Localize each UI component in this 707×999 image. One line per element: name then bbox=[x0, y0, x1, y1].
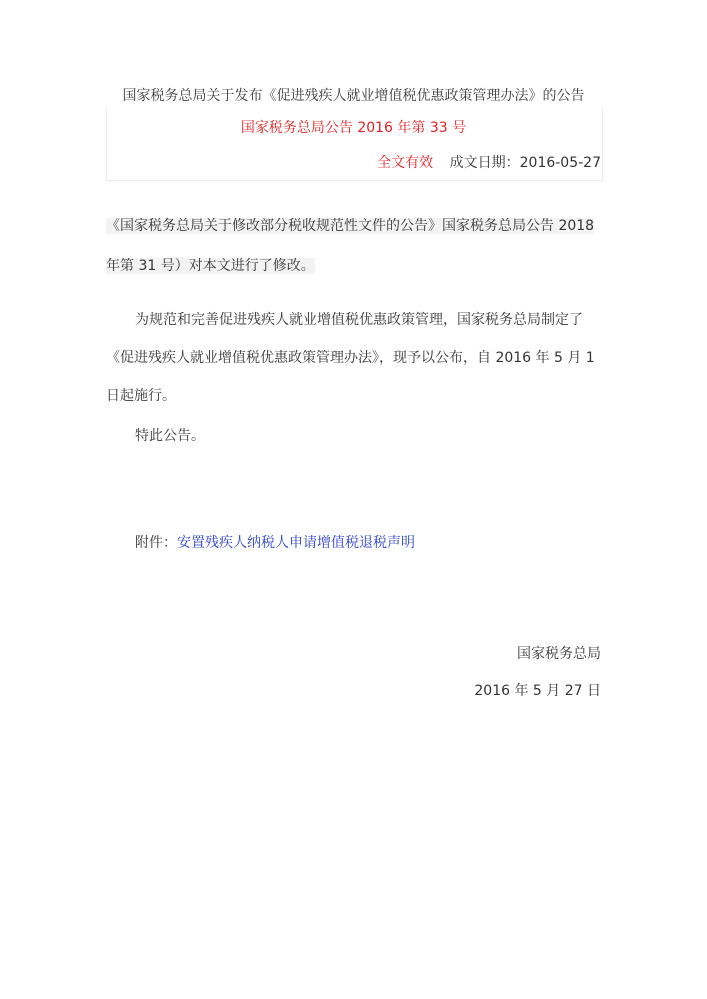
body-paragraph-line3: 日起施行。 bbox=[106, 388, 176, 404]
validity-status: 全文有效 bbox=[377, 155, 434, 171]
issue-date: 成文日期：2016-05-27 bbox=[449, 155, 601, 171]
page-title: 国家税务总局关于发布《促进残疾人就业增值税优惠政策管理办法》的公告 bbox=[122, 88, 585, 104]
doc-number: 国家税务总局公告 2016 年第 33 号 bbox=[240, 120, 467, 136]
closing-statement: 特此公告。 bbox=[135, 428, 205, 444]
signature-date: 2016 年 5 月 27 日 bbox=[474, 683, 601, 699]
body-paragraph-line2: 《促进残疾人就业增值税优惠政策管理办法》，现予以公布，自 2016 年 5 月 1 bbox=[106, 350, 595, 366]
attachment-link[interactable]: 安置残疾人纳税人申请增值税退税声明 bbox=[177, 535, 415, 551]
body-paragraph-line1: 为规范和完善促进残疾人就业增值税优惠政策管理，国家税务总局制定了 bbox=[135, 312, 583, 328]
attachment-line bbox=[135, 532, 415, 552]
modification-note-line1: 《国家税务总局关于修改部分税收规范性文件的公告》国家税务总局公告 2018 bbox=[106, 218, 595, 234]
attachment-label: 附件： bbox=[135, 535, 177, 551]
modification-note-line2: 年第 31 号）对本文进行了修改。 bbox=[106, 258, 315, 274]
status-line bbox=[377, 152, 601, 172]
signature-org: 国家税务总局 bbox=[517, 646, 601, 662]
